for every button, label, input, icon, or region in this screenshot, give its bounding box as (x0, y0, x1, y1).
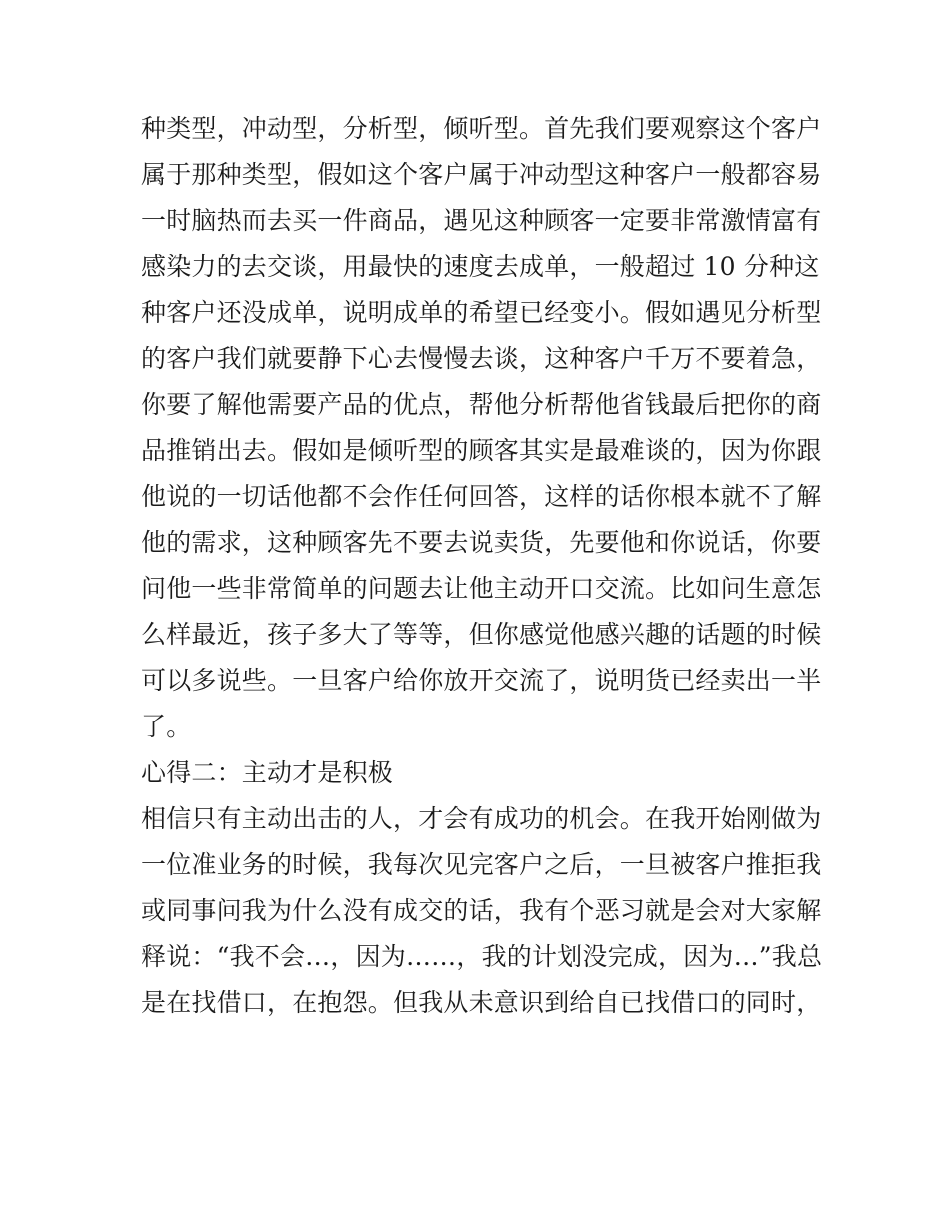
text-line: 相信只有主动出击的人，才会有成功的机会。在我开始刚做为 (141, 804, 822, 833)
text-line: 可以多说些。一旦客户给你放开交流了，说明货已经卖出一半 (141, 666, 822, 695)
text-line: 种类型，冲动型，分析型，倾听型。首先我们要观察这个客户 (141, 114, 822, 143)
section-heading: 心得二：主动才是积极 (141, 758, 394, 787)
text-line: 么样最近，孩子多大了等等，但你感觉他感兴趣的话题的时候 (141, 620, 822, 649)
text-line: 问他一些非常简单的问题去让他主动开口交流。比如问生意怎 (141, 574, 822, 603)
text-line: 种客户还没成单，说明成单的希望已经变小。假如遇见分析型 (141, 298, 822, 327)
text-line: 品推销出去。假如是倾听型的顾客其实是最难谈的，因为你跟 (141, 436, 822, 465)
text-line: 属于那种类型，假如这个客户属于冲动型这种客户一般都容易 (141, 160, 822, 189)
text-line: 了。 (141, 712, 192, 741)
text-line: 他的需求，这种顾客先不要去说卖货，先要他和你说话，你要 (141, 528, 822, 557)
text-line: 一位准业务的时候，我每次见完客户之后，一旦被客户推拒我 (141, 850, 822, 879)
text-line: 你要了解他需要产品的优点，帮他分析帮他省钱最后把你的商 (141, 390, 822, 419)
text-line: 他说的一切话他都不会作任何回答，这样的话你根本就不了解 (141, 482, 822, 511)
body-text (141, 106, 831, 1026)
text-line: 一时脑热而去买一件商品，遇见这种顾客一定要非常激情富有 (141, 206, 822, 235)
text-line: 感染力的去交谈，用最快的速度去成单，一般超过 10 分种这 (141, 252, 820, 281)
text-line: 释说：“我不会…，因为……，我的计划没完成，因为…”我总 (141, 942, 823, 971)
text-line: 是在找借口，在抱怨。但我从未意识到给自已找借口的同时， (141, 988, 822, 1017)
text-line: 或同事问我为什么没有成交的话，我有个恶习就是会对大家解 (141, 896, 822, 925)
text-line: 的客户我们就要静下心去慢慢去谈，这种客户千万不要着急， (141, 344, 822, 373)
